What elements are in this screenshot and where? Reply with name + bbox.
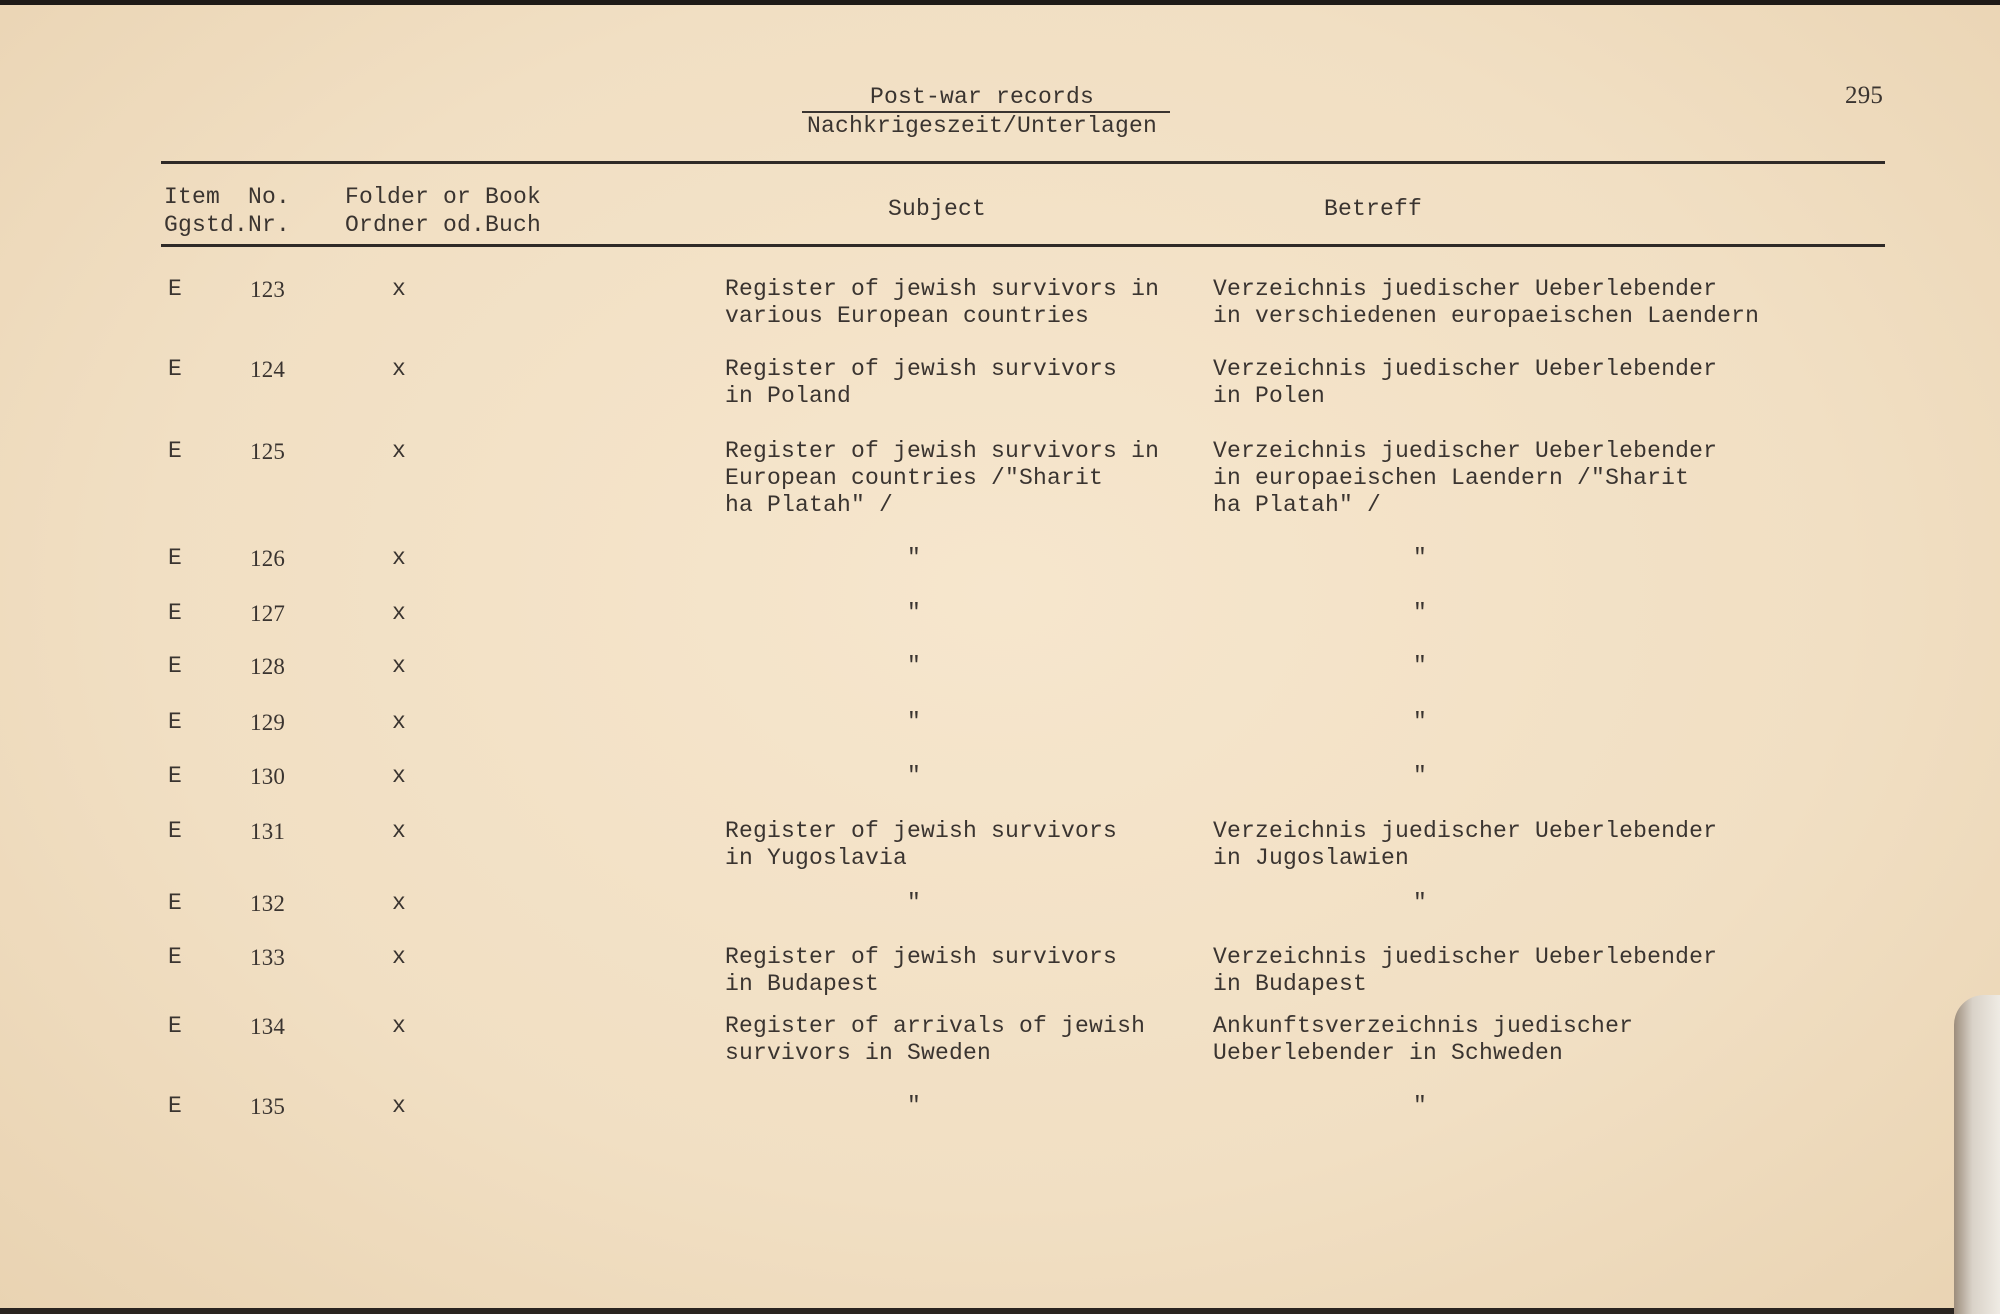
- row-item: E: [168, 276, 183, 302]
- row-folder-mark: x: [392, 545, 407, 571]
- row-item: E: [168, 818, 183, 844]
- row-subject: Register of jewish survivors: [725, 944, 1118, 970]
- row-betreff: Verzeichnis juedischer Ueberlebender: [1213, 438, 1718, 464]
- page-number: 295: [1845, 82, 1884, 109]
- row-betreff: in europaeischen Laendern /"Sharit: [1213, 465, 1690, 491]
- row-subject: ": [907, 890, 922, 916]
- row-betreff: Ankunftsverzeichnis juedischer: [1213, 1013, 1634, 1039]
- row-subject: Register of arrivals of jewish: [725, 1013, 1146, 1039]
- row-item: E: [168, 653, 183, 679]
- row-folder-mark: x: [392, 653, 407, 679]
- header-rule-bottom: [161, 244, 1885, 247]
- row-number: 127: [250, 601, 286, 626]
- row-folder-mark: x: [392, 438, 407, 464]
- row-subject: Register of jewish survivors in: [725, 438, 1160, 464]
- row-betreff: in Budapest: [1213, 971, 1368, 997]
- row-subject: in Budapest: [725, 971, 880, 997]
- row-folder-mark: x: [392, 356, 407, 382]
- row-item: E: [168, 1013, 183, 1039]
- row-subject: ": [907, 653, 922, 679]
- row-folder-mark: x: [392, 763, 407, 789]
- row-number: 134: [250, 1014, 286, 1039]
- row-subject: Register of jewish survivors in: [725, 276, 1160, 302]
- row-folder-mark: x: [392, 709, 407, 735]
- row-subject: ": [907, 1093, 922, 1119]
- row-item: E: [168, 1093, 183, 1119]
- row-number: 128: [250, 654, 286, 679]
- row-item: E: [168, 545, 183, 571]
- row-number: 129: [250, 710, 286, 735]
- row-subject: various European countries: [725, 303, 1090, 329]
- row-betreff: Verzeichnis juedischer Ueberlebender: [1213, 276, 1718, 302]
- row-folder-mark: x: [392, 1093, 407, 1119]
- row-number: 124: [250, 357, 286, 382]
- page-curl: [1954, 995, 2000, 1314]
- row-betreff: ": [1413, 1093, 1428, 1119]
- row-betreff: ": [1413, 545, 1428, 571]
- row-betreff: in Polen: [1213, 383, 1326, 409]
- row-betreff: in Jugoslawien: [1213, 845, 1410, 871]
- row-number: 131: [250, 819, 286, 844]
- row-number: 126: [250, 546, 286, 571]
- row-betreff: ": [1413, 890, 1428, 916]
- scan-bottom-edge: [0, 1308, 2000, 1314]
- row-subject: in Yugoslavia: [725, 845, 908, 871]
- row-betreff: Verzeichnis juedischer Ueberlebender: [1213, 944, 1718, 970]
- scan-top-edge: [0, 0, 2000, 5]
- row-item: E: [168, 709, 183, 735]
- col-header-betreff: Betreff: [1324, 196, 1423, 222]
- row-betreff: ": [1413, 709, 1428, 735]
- row-subject: Register of jewish survivors: [725, 356, 1118, 382]
- row-betreff: Verzeichnis juedischer Ueberlebender: [1213, 818, 1718, 844]
- row-folder-mark: x: [392, 944, 407, 970]
- row-subject: ": [907, 600, 922, 626]
- row-subject: ha Platah" /: [725, 492, 894, 518]
- row-betreff: ": [1413, 763, 1428, 789]
- row-number: 123: [250, 277, 286, 302]
- row-betreff: Verzeichnis juedischer Ueberlebender: [1213, 356, 1718, 382]
- row-number: 125: [250, 439, 286, 464]
- row-betreff: in verschiedenen europaeischen Laendern: [1213, 303, 1760, 329]
- row-number: 135: [250, 1094, 286, 1119]
- row-subject: survivors in Sweden: [725, 1040, 992, 1066]
- row-subject: ": [907, 709, 922, 735]
- row-item: E: [168, 763, 183, 789]
- col-header-subject: Subject: [888, 196, 987, 222]
- row-item: E: [168, 944, 183, 970]
- row-betreff: Ueberlebender in Schweden: [1213, 1040, 1564, 1066]
- page-subtitle: Nachkrigeszeit/Unterlagen: [806, 113, 1158, 139]
- row-betreff: ha Platah" /: [1213, 492, 1382, 518]
- row-item: E: [168, 356, 183, 382]
- row-folder-mark: x: [392, 890, 407, 916]
- row-subject: European countries /"Sharit: [725, 465, 1104, 491]
- col-header-folder: Folder or Book: [345, 184, 542, 210]
- row-betreff: ": [1413, 600, 1428, 626]
- row-item: E: [168, 600, 183, 626]
- row-number: 132: [250, 891, 286, 916]
- row-subject: ": [907, 545, 922, 571]
- header-rule-top: [161, 161, 1885, 164]
- row-betreff: ": [1413, 653, 1428, 679]
- col-header-folder-de: Ordner od.Buch: [345, 212, 542, 238]
- row-subject: Register of jewish survivors: [725, 818, 1118, 844]
- row-folder-mark: x: [392, 1013, 407, 1039]
- row-item: E: [168, 890, 183, 916]
- col-header-item-no: Item No.: [164, 184, 291, 210]
- row-item: E: [168, 438, 183, 464]
- row-folder-mark: x: [392, 276, 407, 302]
- page-title: Post-war records: [869, 84, 1095, 110]
- row-subject: in Poland: [725, 383, 852, 409]
- col-header-item-no-de: Ggstd.Nr.: [164, 212, 291, 238]
- row-number: 130: [250, 764, 286, 789]
- row-folder-mark: x: [392, 600, 407, 626]
- row-subject: ": [907, 763, 922, 789]
- row-folder-mark: x: [392, 818, 407, 844]
- row-number: 133: [250, 945, 286, 970]
